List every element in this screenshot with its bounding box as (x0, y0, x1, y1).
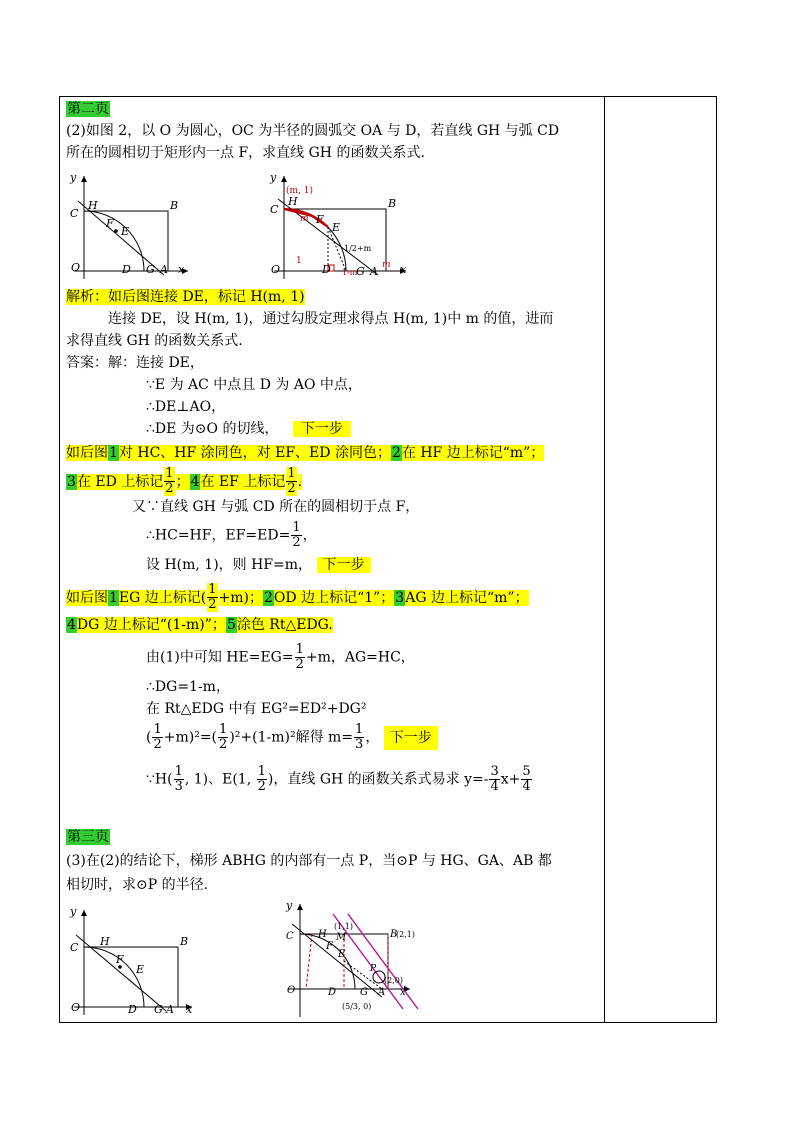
question3-line1: (3)在(2)的结论下，梯形 ABHG 的内部有一点 P，当⊙P 与 HG、GA、AB 都 (66, 853, 552, 869)
svg-text:H: H (100, 935, 110, 948)
page3-tag: 第三页 (67, 829, 109, 845)
svg-text:C: C (270, 203, 279, 216)
svg-text:H: H (318, 929, 327, 940)
question2-line2: 所在的圆相切于矩形内一点 F，求直线 GH 的函数关系式. (66, 145, 425, 161)
column-divider (604, 97, 605, 1022)
next-step-button-2[interactable]: 下一步 (317, 557, 371, 573)
svg-text:E: E (136, 963, 145, 976)
page2-tag: 第二页 (67, 101, 109, 117)
figure-3 (66, 905, 196, 1020)
fig1-label: y (70, 171, 77, 184)
svg-text:H: H (288, 195, 298, 208)
svg-text:(1,1): (1,1) (334, 922, 353, 931)
svg-text:(2,0): (2,0) (384, 976, 403, 985)
svg-text:y: y (286, 899, 293, 912)
svg-text:(5/3, 0): (5/3, 0) (342, 1002, 372, 1011)
step-badge: 3 (67, 473, 76, 490)
step-badge: 5 (226, 617, 236, 633)
svg-text:C: C (286, 931, 294, 942)
step-2: ∴DE⊥AO， (146, 399, 226, 415)
answer-heading: 答案：解：连接 DE， (66, 355, 204, 371)
svg-text:B: B (388, 197, 397, 210)
analysis-line2: 连接 DE，设 H(m, 1)，通过勾股定理求得点 H(m, 1)中 m 的值，进而 (108, 311, 554, 327)
svg-text:A: A (166, 1003, 174, 1016)
step-9: 在 Rt△EDG 中有 EG²=ED²+DG² (146, 701, 367, 717)
svg-text:E: E (332, 221, 341, 234)
figure-1 (66, 171, 191, 281)
step-badge: 2 (391, 445, 401, 461)
svg-text:C: C (70, 207, 79, 220)
svg-text:B: B (180, 935, 189, 948)
hint-3: 如后图1EG 边上标记( $\frac{1}{2}$ +m)；2OD 边上标记“1”；3AG 边上标记“m”； (66, 582, 529, 612)
svg-text:D: D (128, 1003, 137, 1016)
hint-2: 3在 ED 上标记 $\frac{1}{2}$ ；4在 EF 上标记 $\frac{1}{2}$ . (67, 466, 303, 496)
fraction: $\frac{1}{2}$ (165, 466, 174, 496)
next-step-button-1[interactable]: 下一步 (293, 421, 351, 437)
svg-text:O: O (71, 261, 81, 274)
svg-text:E: E (338, 949, 346, 960)
svg-text:F: F (116, 953, 124, 966)
question2-line1: (2)如图 2，以 O 为圆心，OC 为半径的圆弧交 OA 与 D，若直线 GH 与弧 CD (66, 123, 560, 139)
svg-text:(m, 1): (m, 1) (286, 186, 314, 196)
fraction: $\frac{1}{2}$ (287, 466, 296, 496)
svg-text:O: O (271, 263, 281, 276)
analysis-line3: 求得直线 GH 的函数关系式. (66, 333, 243, 349)
svg-text:D: D (328, 987, 337, 998)
step-10: ( $\frac{1}{2}$ +m)²=( $\frac{1}{2}$ )²+(1-m)²解得 m= $\frac{1}{3}$ ， 下一步 (146, 723, 438, 752)
question3-line2: 相切时，求⊙P 的半径. (66, 877, 209, 893)
svg-text:A: A (160, 263, 168, 276)
step-badge: 3 (395, 589, 405, 606)
svg-text:G: G (154, 1003, 163, 1016)
svg-text:P: P (370, 964, 377, 974)
svg-text:G: G (146, 263, 155, 276)
step-badge: 4 (67, 617, 76, 633)
step-5: ∴HC=HF，EF=ED= $\frac{1}{2}$ ， (146, 520, 317, 550)
hint-4: 4DG 边上标记“(1-m)”；5涂色 Rt△EDG. (67, 617, 333, 633)
svg-text:x: x (178, 263, 185, 276)
svg-text:F: F (316, 213, 324, 226)
step-badge: 2 (264, 589, 273, 606)
figure-4 (278, 899, 428, 1024)
svg-text:C: C (70, 941, 79, 954)
svg-text:1/2+m: 1/2+m (344, 244, 372, 253)
svg-text:M: M (336, 932, 347, 943)
svg-text:O: O (71, 1001, 81, 1014)
step-8: ∴DG=1-m， (146, 679, 230, 695)
step-11: ∵H( $\frac{1}{3}$ , 1)、E(1, $\frac{1}{2}$ )，直线 GH 的函数关系式易求 y=- $\frac{3}{4}$ x+ $\frac{5}{4}$ (146, 764, 531, 794)
svg-text:y: y (70, 905, 77, 918)
step-7: 由(1)中可知 HE=EG= $\frac{1}{2}$ +m，AG=HC， (146, 642, 415, 672)
svg-text:D: D (322, 263, 331, 276)
svg-text:x: x (400, 263, 407, 276)
svg-text:m: m (382, 260, 391, 270)
svg-text:1: 1 (296, 256, 302, 266)
content-table (59, 96, 717, 1023)
svg-text:B: B (170, 199, 179, 212)
step-4: 又∵直线 GH 与弧 CD 所在的圆相切于点 F， (132, 499, 420, 515)
svg-text:x: x (400, 987, 406, 998)
next-step-button-3[interactable]: 下一步 (384, 726, 438, 750)
step-badge: 4 (190, 473, 200, 490)
step-6: 设 H(m, 1)，则 HF=m， (146, 557, 313, 573)
analysis-line1: 解析：如后图连接 DE，标记 H(m, 1) (66, 289, 305, 305)
svg-text:A: A (370, 265, 378, 278)
hint-1: 如后图1对 HC、HF 涂同色，对 EF、ED 涂同色；2在 HF 边上标记“m”； (66, 445, 545, 461)
svg-text:G: G (356, 265, 365, 278)
svg-text:E: E (121, 225, 130, 238)
svg-text:F: F (106, 217, 114, 230)
svg-text:y: y (270, 171, 277, 184)
svg-text:G: G (360, 987, 368, 998)
svg-text:B: B (390, 929, 398, 940)
step-1: ∵E 为 AC 中点且 D 为 AO 中点， (146, 377, 362, 393)
svg-text:O: O (287, 985, 296, 996)
svg-text:H: H (88, 199, 98, 212)
svg-text:(2,1): (2,1) (396, 930, 415, 939)
svg-text:1-m: 1-m (342, 268, 358, 277)
svg-text:A: A (378, 987, 386, 998)
step-badge: 1 (109, 589, 118, 606)
step-badge: 1 (109, 445, 118, 461)
svg-text:m: m (300, 214, 309, 224)
svg-text:x: x (186, 1003, 193, 1016)
figure-2 (266, 171, 416, 283)
svg-text:F: F (326, 941, 333, 952)
svg-text:D: D (122, 263, 131, 276)
step-3: ∴DE 为⊙O 的切线， (146, 421, 279, 437)
